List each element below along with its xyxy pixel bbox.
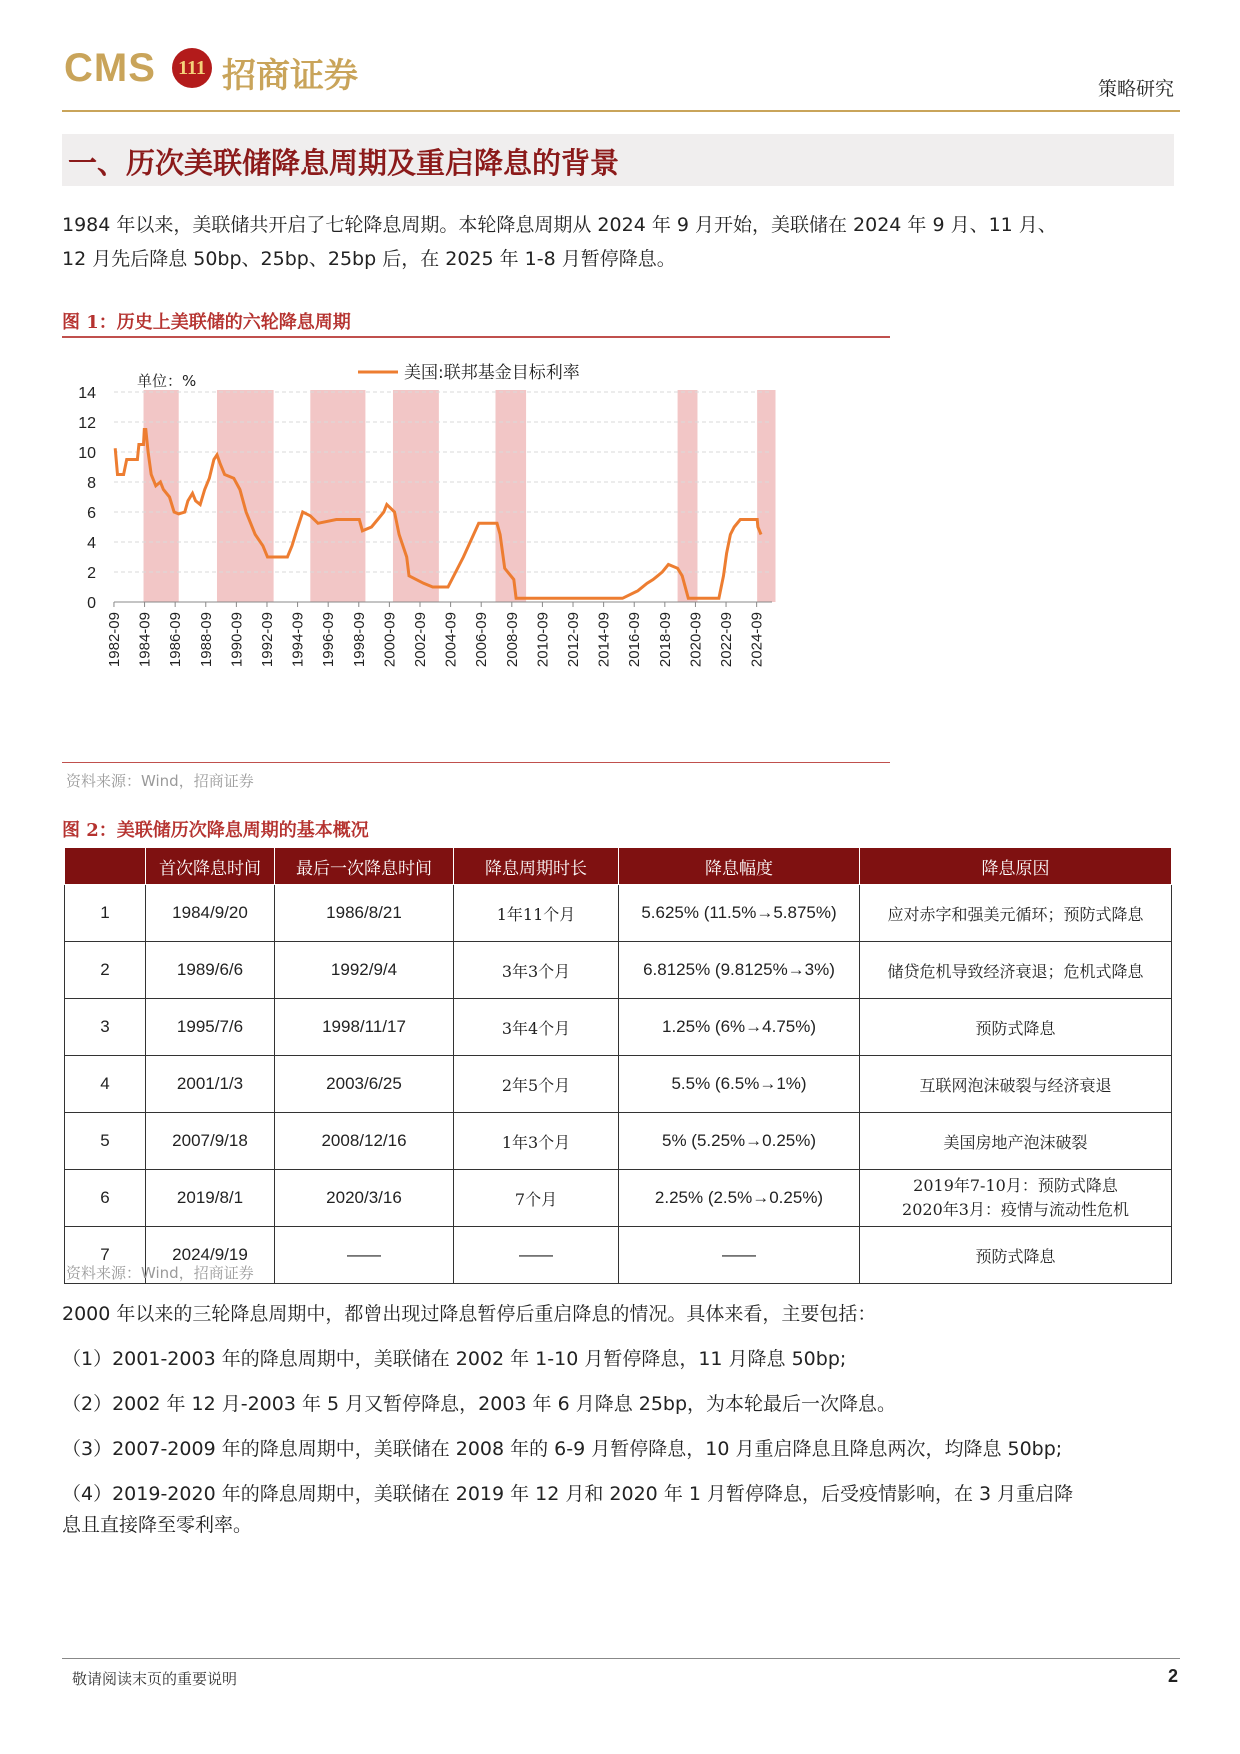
section-heading-bar: [62, 134, 1174, 186]
table-row: [65, 1113, 1172, 1170]
cell-last-cut: 1992/9/4: [275, 942, 454, 999]
cell-first-cut: 2001/1/3: [146, 1056, 275, 1113]
table-row: [65, 885, 1172, 942]
header-cell-range: 降息幅度: [619, 848, 860, 885]
cell-range: 5% (5.25%→0.25%): [619, 1113, 860, 1170]
report-category: 策略研究: [1097, 78, 1174, 100]
header-cell-duration: 降息周期时长: [454, 848, 619, 885]
cell-index: 3: [65, 999, 146, 1056]
cell-last-cut: 2003/6/25: [275, 1056, 454, 1113]
section-title: 一、历次美联储降息周期及重启降息的背景: [68, 146, 620, 180]
table-row: [65, 942, 1172, 999]
intro-line-1: 1984 年以来，美联储共开启了七轮降息周期。本轮降息周期从 2024 年 9 月开始，美联储在 2024 年 9 月、11 月、: [62, 214, 1057, 236]
x-tick-label: 1988-09: [197, 612, 215, 668]
legend-label: 美国:联邦基金目标利率: [404, 363, 580, 383]
x-tick-label: 2006-09: [473, 612, 491, 668]
header-cell-last-cut: 最后一次降息时间: [275, 848, 454, 885]
easing-cycles-table: [64, 847, 1172, 1284]
cell-duration: 7个月: [454, 1170, 619, 1227]
x-tick-label: 1992-09: [258, 612, 276, 668]
x-tick-label: 1984-09: [136, 612, 154, 668]
cms-logo-badge-icon: 111: [172, 48, 212, 88]
cell-reason: 美国房地产泡沫破裂: [860, 1113, 1172, 1170]
x-tick-label: 2024-09: [748, 612, 766, 668]
x-tick-label: 2022-09: [718, 612, 736, 668]
x-tick-label: 2010-09: [534, 612, 552, 668]
chart-legend: [358, 363, 580, 383]
cell-range: 5.625% (11.5%→5.875%): [619, 885, 860, 942]
y-tick-label: 10: [78, 445, 96, 462]
cell-first-cut: 1995/7/6: [146, 999, 275, 1056]
cell-duration: 3年4个月: [454, 999, 619, 1056]
cell-index: 5: [65, 1113, 146, 1170]
footer-divider: [62, 1658, 1180, 1659]
cell-last-cut: 1986/8/21: [275, 885, 454, 942]
cell-index: 7: [65, 1227, 146, 1284]
intro-line-2: 12 月先后降息 50bp、25bp、25bp 后，在 2025 年 1-8 月暂停降息。: [62, 248, 676, 270]
figure2-source: 资料来源：Wind，招商证券: [66, 1264, 254, 1282]
x-tick-label: 1994-09: [289, 612, 307, 668]
cell-duration: ——: [454, 1227, 619, 1284]
cell-reason-line-2: 2020年3月：疫情与流动性危机: [902, 1200, 1129, 1219]
x-tick-label: 1998-09: [350, 612, 368, 668]
x-tick-label: 2020-09: [687, 612, 705, 668]
chart-gridlines: [114, 392, 772, 572]
y-tick-label: 6: [87, 505, 96, 522]
cell-reason: 预防式降息: [860, 999, 1172, 1056]
y-tick-label: 0: [87, 595, 96, 612]
fed-funds-rate-chart: [62, 350, 890, 760]
cell-duration: 3年3个月: [454, 942, 619, 999]
figure1-source: 资料来源：Wind，招商证券: [66, 772, 254, 790]
cell-index: 4: [65, 1056, 146, 1113]
x-tick-label: 2004-09: [442, 612, 460, 668]
easing-band-2: [217, 390, 274, 602]
unit-label: 单位：%: [137, 372, 197, 390]
cell-index: 6: [65, 1170, 146, 1227]
body-paragraph-5-line-2: 息且直接降至零利率。: [62, 1514, 253, 1536]
header-cell-index: [65, 848, 146, 885]
table-row: [65, 1170, 1172, 1227]
x-tick-label: 2008-09: [503, 612, 521, 668]
easing-band-6: [678, 390, 698, 602]
cell-reason: [860, 1170, 1172, 1227]
table-header-row: [65, 848, 1172, 885]
company-name: 招商证券: [222, 56, 358, 96]
cell-range: ——: [619, 1227, 860, 1284]
cell-duration: 1年3个月: [454, 1113, 619, 1170]
x-tick-label: 1996-09: [320, 612, 338, 668]
cell-last-cut: 2008/12/16: [275, 1113, 454, 1170]
figure1-title: 图 1：历史上美联储的六轮降息周期: [62, 312, 351, 333]
figure2-title: 图 2：美联储历次降息周期的基本概况: [62, 820, 369, 841]
cms-logo-text: CMS: [64, 46, 156, 90]
header-cell-first-cut: 首次降息时间: [146, 848, 275, 885]
page-number: 2: [1167, 1666, 1178, 1686]
x-axis: [106, 602, 772, 667]
footer-note: 敬请阅读末页的重要说明: [72, 1670, 238, 1688]
y-tick-label: 2: [87, 565, 96, 582]
x-tick-label: 1982-09: [105, 612, 123, 668]
cell-last-cut: 2020/3/16: [275, 1170, 454, 1227]
x-tick-label: 2000-09: [381, 612, 399, 668]
cell-reason: 互联网泡沫破裂与经济衰退: [860, 1056, 1172, 1113]
x-tick-label: 2014-09: [595, 612, 613, 668]
x-tick-label: 2018-09: [656, 612, 674, 668]
x-tick-label: 2012-09: [565, 612, 583, 668]
cell-range: 1.25% (6%→4.75%): [619, 999, 860, 1056]
table-row: [65, 1056, 1172, 1113]
cell-range: 6.8125% (9.8125%→3%): [619, 942, 860, 999]
header-cell-reason: 降息原因: [860, 848, 1172, 885]
cell-last-cut: ——: [275, 1227, 454, 1284]
cell-index: 1: [65, 885, 146, 942]
figure1-bottom-rule: [62, 762, 890, 763]
cell-index: 2: [65, 942, 146, 999]
cell-reason: 应对赤字和强美元循环；预防式降息: [860, 885, 1172, 942]
cell-range: 5.5% (6.5%→1%): [619, 1056, 860, 1113]
y-tick-label: 14: [78, 385, 96, 402]
figure1-title-rule: [62, 336, 890, 338]
cell-duration: 1年11个月: [454, 885, 619, 942]
body-paragraph-4: （3）2007-2009 年的降息周期中，美联储在 2008 年的 6-9 月暂停降息，10 月重启降息且降息两次，均降息 50bp;: [62, 1438, 1063, 1460]
x-tick-label: 2002-09: [411, 612, 429, 668]
body-paragraph-3: （2）2002 年 12 月-2003 年 5 月又暂停降息，2003 年 6 月降息 25bp，为本轮最后一次降息。: [62, 1393, 897, 1415]
cell-last-cut: 1998/11/17: [275, 999, 454, 1056]
chart-svg: [62, 350, 890, 760]
y-tick-label: 4: [87, 535, 96, 552]
cell-first-cut: 2019/8/1: [146, 1170, 275, 1227]
page-header: [62, 40, 1180, 112]
y-tick-label: 8: [87, 475, 96, 492]
cell-first-cut: 1984/9/20: [146, 885, 275, 942]
body-paragraph-1: 2000 年以来的三轮降息周期中，都曾出现过降息暂停后重启降息的情况。具体来看，主要包括：: [62, 1303, 877, 1325]
cell-first-cut: 2024/9/19: [146, 1227, 275, 1284]
body-paragraph-2: （1）2001-2003 年的降息周期中，美联储在 2002 年 1-10 月暂停降息，11 月降息 50bp;: [62, 1348, 847, 1370]
cell-range: 2.25% (2.5%→0.25%): [619, 1170, 860, 1227]
cell-reason-line-1: 2019年7-10月：预防式降息: [913, 1176, 1118, 1195]
y-axis-ticks: [78, 385, 96, 612]
x-tick-label: 2016-09: [626, 612, 644, 668]
x-tick-label: 1986-09: [167, 612, 185, 668]
cell-duration: 2年5个月: [454, 1056, 619, 1113]
table-row: [65, 999, 1172, 1056]
body-paragraph-5-line-1: （4）2019-2020 年的降息周期中，美联储在 2019 年 12 月和 2020 年 1 月暂停降息，后受疫情影响，在 3 月重启降: [62, 1483, 1074, 1505]
header-divider: [62, 110, 1180, 112]
cell-reason: 预防式降息: [860, 1227, 1172, 1284]
cell-first-cut: 1989/6/6: [146, 942, 275, 999]
cell-reason: 储贷危机导致经济衰退；危机式降息: [860, 942, 1172, 999]
cell-first-cut: 2007/9/18: [146, 1113, 275, 1170]
y-tick-label: 12: [78, 415, 96, 432]
x-tick-label: 1990-09: [228, 612, 246, 668]
